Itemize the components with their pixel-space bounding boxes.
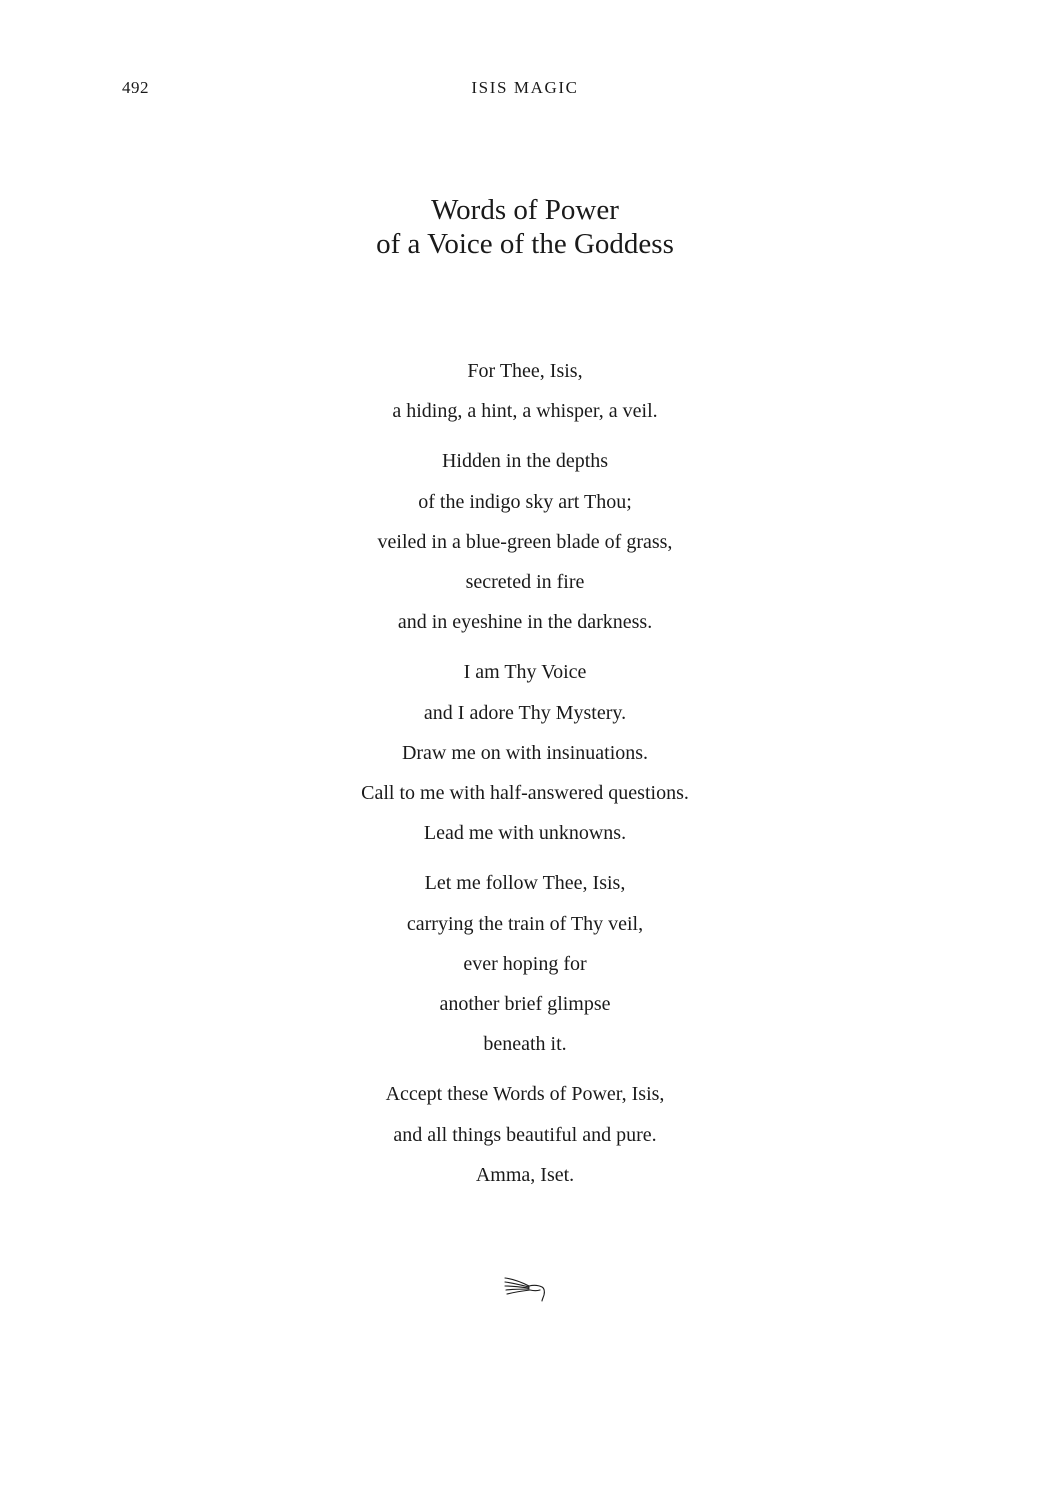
poem-line: Hidden in the depths	[441, 450, 609, 473]
poem-line: I am Thy Voice	[463, 661, 587, 684]
page-title	[0, 193, 1050, 261]
poem-line: Lead me with unknowns.	[423, 822, 627, 845]
poem-line: Let me follow Thee, Isis,	[424, 872, 626, 895]
page-number: 492	[122, 78, 149, 97]
stanza-4	[0, 863, 1050, 1064]
poem-line: another brief glimpse	[439, 993, 611, 1016]
title-line-2: of a Voice of the Goddess	[376, 228, 674, 260]
poem-line: For Thee, Isis,	[467, 360, 583, 382]
poem-line: of the indigo sky art Thou;	[418, 490, 632, 513]
stanza-1	[0, 351, 1050, 431]
poem-line: Draw me on with insinuations.	[401, 741, 649, 764]
stanza-2	[0, 441, 1050, 642]
poem-line: ever hoping for	[463, 952, 587, 975]
poem-line: and I adore Thy Mystery.	[423, 701, 627, 724]
poem-line: and in eyeshine in the darkness.	[397, 611, 653, 634]
poem-line: a hiding, a hint, a whisper, a veil.	[392, 400, 658, 423]
poem-line: carrying the train of Thy veil,	[406, 912, 644, 935]
poem-line: secreted in fire	[465, 571, 585, 594]
running-head: ISIS MAGIC	[471, 78, 579, 97]
stanza-3	[0, 652, 1050, 853]
poem	[0, 351, 1050, 1205]
poem-line: veiled in a blue-green blade of grass,	[377, 530, 673, 553]
poem-line: and all things beautiful and pure.	[393, 1123, 657, 1146]
poem-line: beneath it.	[483, 1033, 567, 1056]
poem-line: Accept these Words of Power, Isis,	[385, 1083, 665, 1106]
poem-line: Amma, Iset.	[475, 1163, 575, 1186]
wing-feather-icon	[503, 1274, 549, 1304]
title-line-1: Words of Power	[431, 194, 619, 226]
poem-line: Call to me with half-answered questions.	[361, 782, 689, 805]
stanza-5	[0, 1074, 1050, 1195]
